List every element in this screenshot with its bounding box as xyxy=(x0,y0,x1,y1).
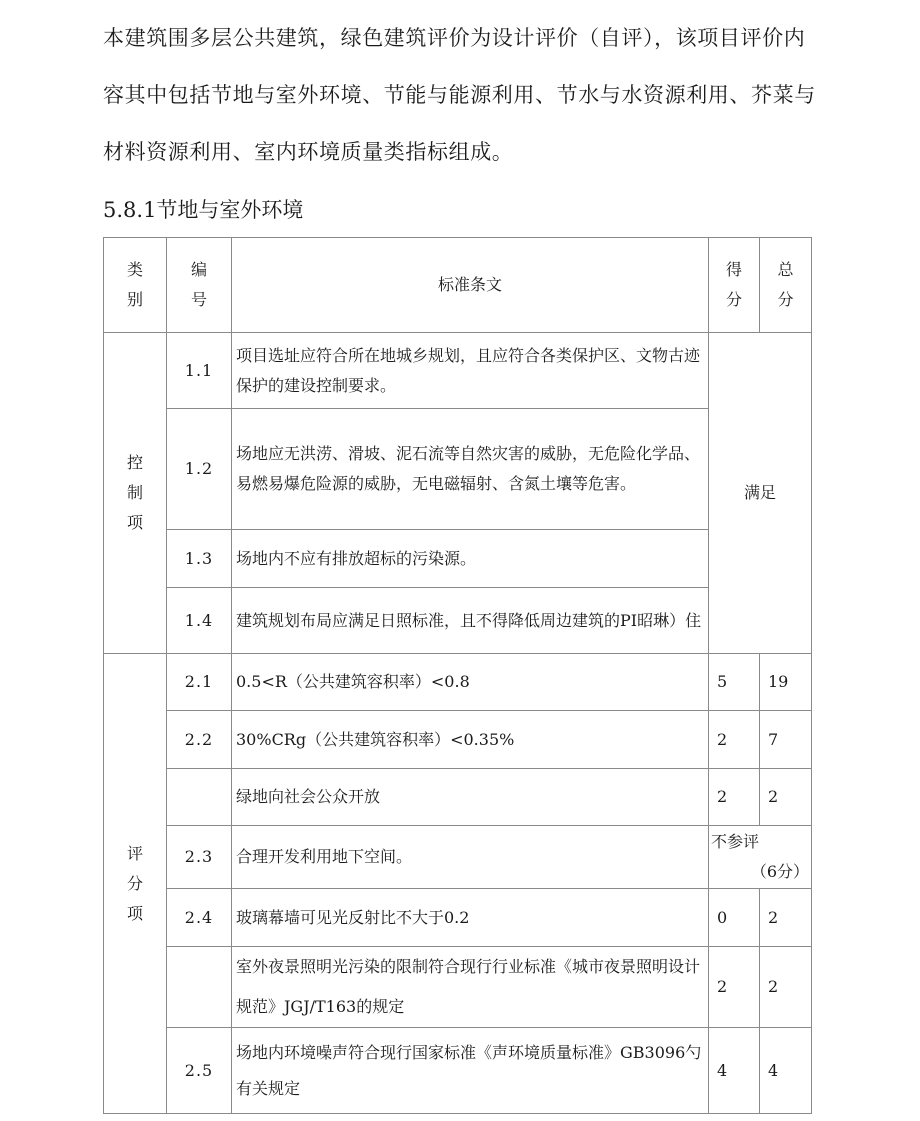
section-heading: 5.8.1节地与室外环境 xyxy=(103,198,304,222)
row-number: 2.4 xyxy=(167,889,232,947)
row-clause: 项目选址应符合所在地城乡规划，且应符合各类保护区、文物古迹保护的建设控制要求。 xyxy=(232,333,709,409)
row-number: 2.2 xyxy=(167,711,232,769)
row-score: 2 xyxy=(709,769,760,826)
table-row xyxy=(104,409,812,530)
row-number: 1.3 xyxy=(167,530,232,588)
row-number: 2.1 xyxy=(167,654,232,711)
row-number: 1.2 xyxy=(167,409,232,530)
row-clause: 0.5<R（公共建筑容积率）<0.8 xyxy=(232,654,709,711)
row-score: 5 xyxy=(709,654,760,711)
row-total: 2 xyxy=(760,889,812,947)
row-score: 4 xyxy=(709,1028,760,1114)
table-row xyxy=(104,889,812,947)
row-number xyxy=(167,769,232,826)
table-row xyxy=(104,769,812,826)
table-row xyxy=(104,654,812,711)
row-total: 2 xyxy=(760,947,812,1028)
header-category: 类 别 xyxy=(104,238,167,333)
control-result: 满足 xyxy=(709,333,812,654)
standards-table xyxy=(103,237,812,1114)
row-not-evaluated: 不参评 （6分） xyxy=(709,826,812,889)
table-row xyxy=(104,711,812,769)
table-row xyxy=(104,333,812,409)
header-score: 得 分 xyxy=(709,238,760,333)
row-number: 2.3 xyxy=(167,826,232,889)
row-total: 4 xyxy=(760,1028,812,1114)
row-clause: 建筑规划布局应满足日照标准，且不得降低周边建筑的PI昭琳）住 xyxy=(232,588,709,654)
row-clause: 场地内环境噪声符合现行国家标准《声环境质量标准》GB3096勺有关规定 xyxy=(232,1028,709,1114)
table-row xyxy=(104,530,812,588)
table-row xyxy=(104,947,812,1028)
row-clause: 玻璃幕墙可见光反射比不大于0.2 xyxy=(232,889,709,947)
header-clause: 标准条文 xyxy=(232,238,709,333)
row-total: 2 xyxy=(760,769,812,826)
table-row xyxy=(104,1028,812,1114)
row-score: 0 xyxy=(709,889,760,947)
row-clause: 场地内不应有排放超标的污染源。 xyxy=(232,530,709,588)
row-total: 19 xyxy=(760,654,812,711)
row-clause: 场地应无洪涝、滑坡、泥石流等自然灾害的威胁，无危险化学品、易燃易爆危险源的威胁，无电磁辐射、含氮土壤等危害。 xyxy=(232,409,709,530)
row-clause: 30%CRg（公共建筑容积率）<0.35% xyxy=(232,711,709,769)
row-clause: 室外夜景照明光污染的限制符合现行行业标准《城市夜景照明设计规范》JGJ/T163的规定 xyxy=(232,947,709,1028)
row-number: 2.5 xyxy=(167,1028,232,1114)
table-row xyxy=(104,588,812,654)
category-control: 控 制 项 xyxy=(104,333,167,654)
header-number: 编 号 xyxy=(167,238,232,333)
category-scoring: 评 分 项 xyxy=(104,654,167,1114)
row-score: 2 xyxy=(709,947,760,1028)
row-number xyxy=(167,947,232,1028)
table-row xyxy=(104,826,812,889)
row-clause: 合理开发利用地下空间。 xyxy=(232,826,709,889)
row-score: 2 xyxy=(709,711,760,769)
row-number: 1.4 xyxy=(167,588,232,654)
row-clause: 绿地向社会公众开放 xyxy=(232,769,709,826)
header-row xyxy=(104,238,812,333)
header-total: 总 分 xyxy=(760,238,812,333)
row-number: 1.1 xyxy=(167,333,232,409)
intro-paragraph: 本建筑围多层公共建筑，绿色建筑评价为设计评价（自评），该项目评价内容其中包括节地与室外环境、节能与能源利用、节水与水资源利用、芥菜与材料资源利用、室内环境质量类指标组成。 xyxy=(103,26,816,164)
row-total: 7 xyxy=(760,711,812,769)
